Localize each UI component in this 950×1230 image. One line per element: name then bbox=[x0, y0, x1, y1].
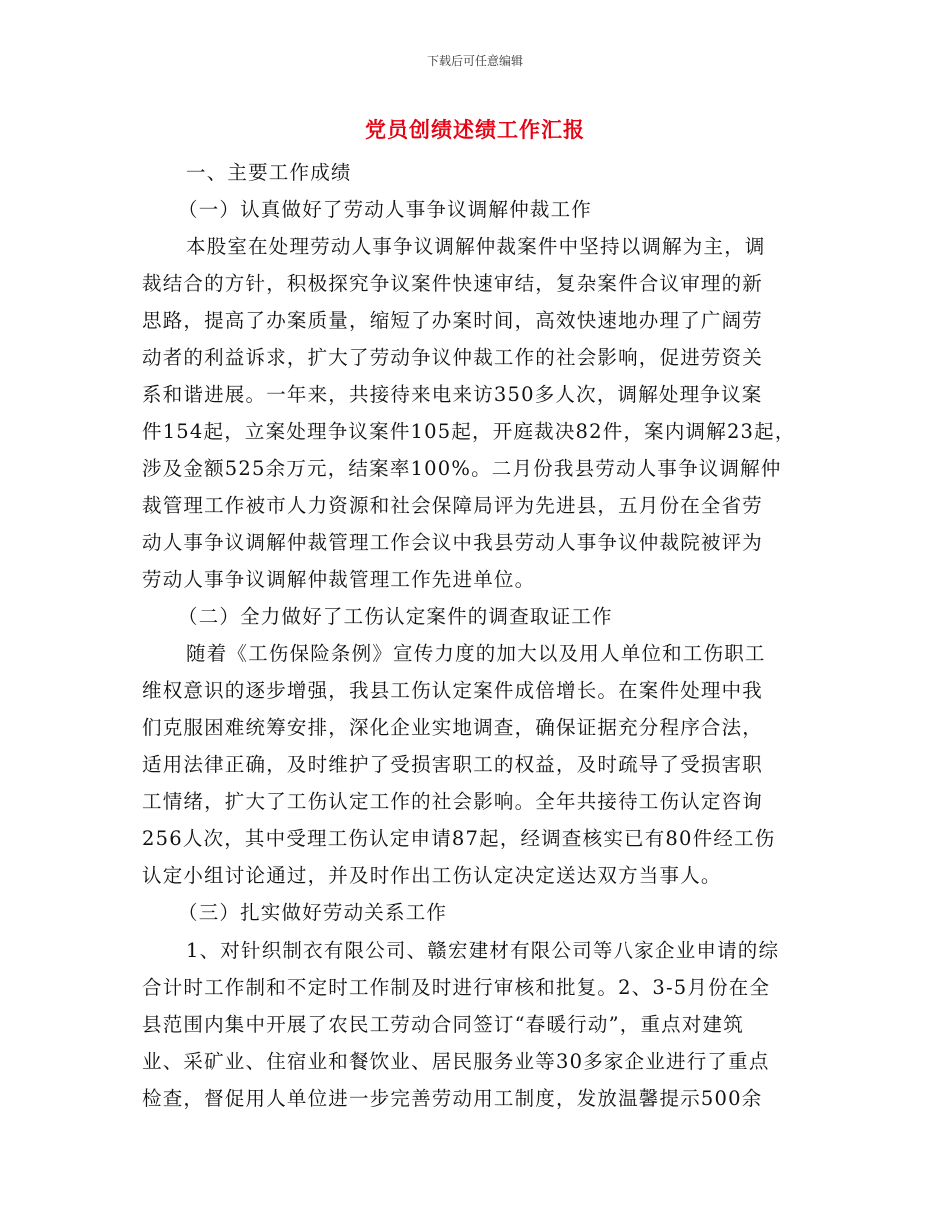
header-note: 下载后可任意编辑 bbox=[426, 54, 523, 68]
paragraph-line: 涉及金额525余万元，结案率100%。二月份我县劳动人事争议调解仲 bbox=[142, 457, 782, 480]
paragraph-line: 劳动人事争议调解仲裁管理工作先进单位。 bbox=[142, 568, 536, 591]
paragraph-line: 本股室在处理劳动人事争议调解仲裁案件中坚持以调解为主，调 bbox=[186, 235, 766, 258]
paragraph-line: 业、采矿业、住宿业和餐饮业、居民服务业等30多家企业进行了重点 bbox=[142, 1050, 770, 1073]
paragraph-line: 1、对针织制衣有限公司、赣宏建材有限公司等八家企业申请的综 bbox=[186, 939, 780, 962]
paragraph-line: 动者的利益诉求，扩大了劳动争议仲裁工作的社会影响，促进劳资关 bbox=[142, 346, 764, 369]
paragraph-line: 县范围内集中开展了农民工劳动合同签订“春暖行动”，重点对建筑 bbox=[142, 1013, 744, 1036]
subsection-heading: （三）扎实做好劳动关系工作 bbox=[178, 901, 448, 924]
paragraph-line: 动人事争议调解仲裁管理工作会议中我县劳动人事争议仲裁院被评为 bbox=[142, 531, 764, 554]
paragraph-line: 裁结合的方针，积极探究争议案件快速审结，复杂案件合议审理的新 bbox=[142, 272, 764, 295]
paragraph-line: 认定小组讨论通过，并及时作出工伤认定决定送达双方当事人。 bbox=[142, 864, 722, 887]
paragraph-line: 适用法律正确，及时维护了受损害职工的权益，及时疏导了受损害职 bbox=[142, 753, 764, 776]
section-heading: 一、主要工作成绩 bbox=[186, 161, 352, 184]
paragraph-line: 维权意识的逐步增强，我县工伤认定案件成倍增长。在案件处理中我 bbox=[142, 679, 764, 702]
paragraph-line: 思路，提高了办案质量，缩短了办案时间，高效快速地办理了广阔劳 bbox=[142, 309, 764, 332]
paragraph-line: 256人次，其中受理工伤认定申请87起，经调查核实已有80件经工伤 bbox=[142, 827, 776, 850]
paragraph-line: 们克服困难统筹安排，深化企业实地调查，确保证据充分程序合法， bbox=[142, 716, 764, 739]
paragraph-line: 随着《工伤保险条例》宣传力度的加大以及用人单位和工伤职工 bbox=[186, 642, 766, 665]
paragraph-line: 系和谐进展。一年来，共接待来电来访350多人次，调解处理争议案 bbox=[142, 383, 763, 406]
paragraph-line: 工情绪，扩大了工伤认定工作的社会影响。全年共接待工伤认定咨询 bbox=[142, 790, 764, 813]
document-title: 党员创绩述绩工作汇报 bbox=[365, 117, 585, 142]
paragraph-line: 检查，督促用人单位进一步完善劳动用工制度，发放温馨提示500余 bbox=[142, 1087, 763, 1110]
paragraph-line: 裁管理工作被市人力资源和社会保障局评为先进县，五月份在全省劳 bbox=[142, 494, 764, 517]
subsection-heading: （二）全力做好了工伤认定案件的调查取证工作 bbox=[178, 605, 613, 628]
subsection-heading: （一）认真做好了劳动人事争议调解仲裁工作 bbox=[178, 198, 593, 221]
paragraph-line: 件154起，立案处理争议案件105起，开庭裁决82件，案内调解23起， bbox=[142, 420, 796, 443]
paragraph-line: 合计时工作制和不定时工作制及时进行审核和批复。2、3-5月份在全 bbox=[142, 976, 771, 999]
